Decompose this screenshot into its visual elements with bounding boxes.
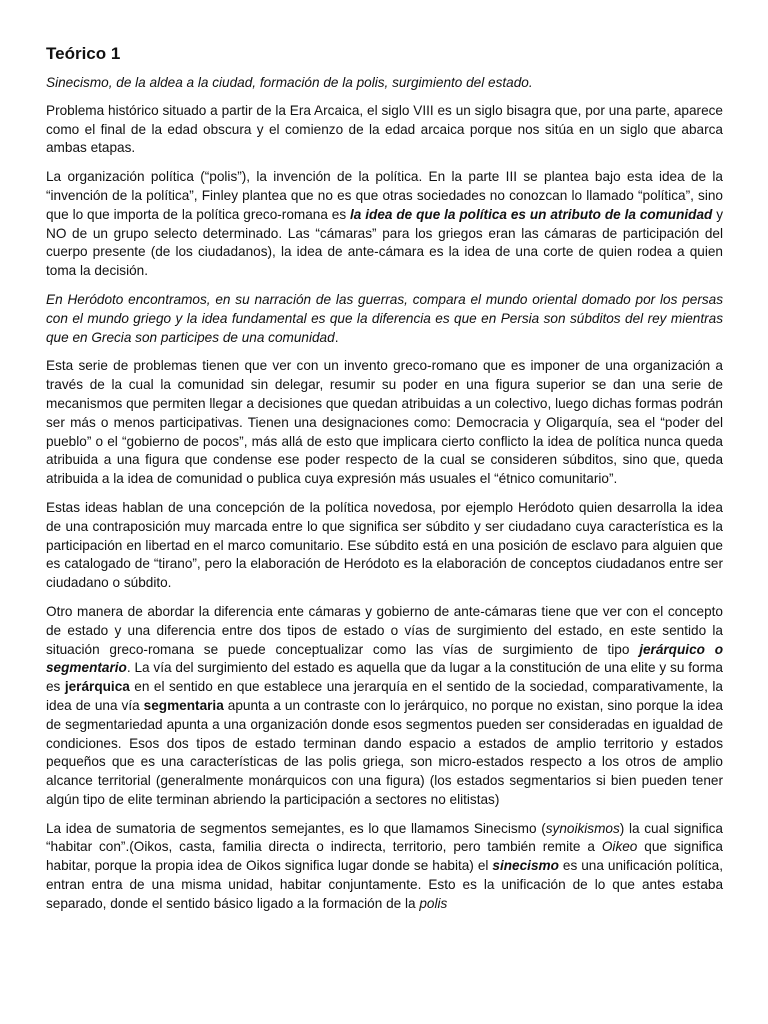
paragraph-6-text-1: Otro manera de abordar la diferencia ente cámaras y gobierno de ante-cámaras tiene que ver con el concepto de estado y una diferencia entre dos tipos de estado o vías de surgimiento del estado, en este sentido la situación greco-romana se puede conceptualizar como las vías de surgimiento de tipo xyxy=(46,603,723,657)
paragraph-6-text-4: apunta a un contraste con lo jerárquico, no porque no existan, sino porque la idea de segmentariedad apunta a una organización donde esos segmentos pueden ser consideradas en igualdad de condiciones. Esos dos tipos de estado terminan dando espacio a estados de amplio territorio y estados pequeños que es una características de las polis griega, son micro-estados respecto a los otros de amplio alcance territorial (generalmente monárquicos con una figura) (los estados segmentarios si bien pueden tener algún tipo de elite terminan abriendo la participación a sectores no elitistas) xyxy=(46,697,723,807)
paragraph-7-emphasis-4: polis xyxy=(419,895,448,911)
paragraph-1: Problema histórico situado a partir de la Era Arcaica, el siglo VIII es un siglo bisagra que, por una parte, aparece como el final de la edad obscura y el comienzo de la edad arcaica porque nos sitúa en un siglo que abarca ambas etapas. xyxy=(46,102,723,156)
document-page xyxy=(46,44,723,924)
paragraph-2-emphasis: la idea de que la política es un atributo de la comunidad xyxy=(350,206,713,222)
paragraph-6-text-2: . La vía del surgimiento del estado es aquella que da lugar a la constitución de una elite y su forma es xyxy=(46,660,723,695)
paragraph-3 xyxy=(46,291,723,347)
paragraph-6-emphasis-2: jerárquica xyxy=(64,679,130,695)
paragraph-7-text-3: que significa habitar, porque la propia idea de Oikos significa lugar donde se habita) el xyxy=(46,839,723,874)
paragraph-7 xyxy=(46,820,723,914)
document-title: Teórico 1 xyxy=(46,44,121,63)
document-subtitle: Sinecismo, de la aldea a la ciudad, formación de la polis, surgimiento del estado. xyxy=(46,75,533,90)
paragraph-7-text-2: ) la cual significa “habitar con”.(Oikos, casta, familia directa o indirecta, territorio, pero también remite a xyxy=(46,820,723,855)
paragraph-2-text-2: y NO de un grupo selecto determinado. Las “cámaras” para los griegos eran las cámaras de participación del cuerpo presente (de los ciudadanos), la idea de ante-cámara es la idea de una corte de quien rodea a quien toma la decisión. xyxy=(46,206,724,279)
paragraph-2-text-1: La organización política (“polis”), la invención de la política. En la parte III se plantea bajo esta idea de la “invención de la política”, Finley plantea que no es que otras sociedades no conozcan lo llamado “política”, sino que lo que importa de la política greco-romana es xyxy=(46,169,723,222)
paragraph-7-emphasis-3: sinecismo xyxy=(492,858,559,874)
paragraph-5: Estas ideas hablan de una concepción de la política novedosa, por ejemplo Heródoto quien desarrolla la idea de una contraposición muy marcada entre lo que significa ser súbdito y ser ciudadano cuya característica es la participación en libertad en el marco comunitario. Ese súbdito está en una posición de esclavo para alguien que es catalogado de “tirano”, pero la elaboración de Heródoto es la elaboración de conceptos ciudadanos entre ser ciudadano o súbdito. xyxy=(46,499,723,591)
paragraph-7-text-4: es una unificación política, entran entra de una misma unidad, habitar conjuntamente. Esto es la unificación de lo que antes estaba separado, donde el sentido básico ligado a la formación de la xyxy=(46,858,723,911)
paragraph-6 xyxy=(46,603,723,810)
paragraph-3-end: . xyxy=(334,329,339,345)
paragraph-6-emphasis-1: jerárquico o segmentario xyxy=(46,641,723,676)
paragraph-7-emphasis-2: Oikeo xyxy=(601,839,638,855)
paragraph-6-text-3: en el sentido en que establece una jerarquía en el sentido de la sociedad, comparativamente, la idea de una vía xyxy=(46,679,723,713)
paragraph-6-emphasis-3: segmentaria xyxy=(143,697,224,713)
paragraph-7-text-1: La idea de sumatoria de segmentos semejantes, es lo que llamamos Sinecismo ( xyxy=(46,820,546,836)
paragraph-7-emphasis-1: synoikismos xyxy=(545,820,620,836)
paragraph-2 xyxy=(46,168,723,281)
paragraph-3-italic-text: En Heródoto encontramos, en su narración de las guerras, compara el mundo oriental domado por los persas con el mundo griego y la idea fundamental es que la diferencia es que en Persia son súbditos del rey mientras que en Grecia son participes de una comunidad xyxy=(46,291,723,345)
paragraph-4: Esta serie de problemas tienen que ver con un invento greco-romano que es imponer de una organización a través de la cual la comunidad sin delegar, resumir su poder en una figura superior se dan una serie de mecanismos que permiten llegar a decisiones que quedan atribuidas a un colectivo, luego dichas formas podrán ser más o menos participativas. Tienen una designaciones como: Democracia y Oligarquía, sea el “poder del pueblo” o el “gobierno de pocos”, más allá de esto que implicara cierto conflicto la idea de política nunca queda atribuida a una figura que condense ese poder respecto de la cual se consideren súbditos, sino que, queda atribuida a la idea de comunidad o publica cuya expresión más usuales el “étnico comunitario”. xyxy=(46,358,723,487)
